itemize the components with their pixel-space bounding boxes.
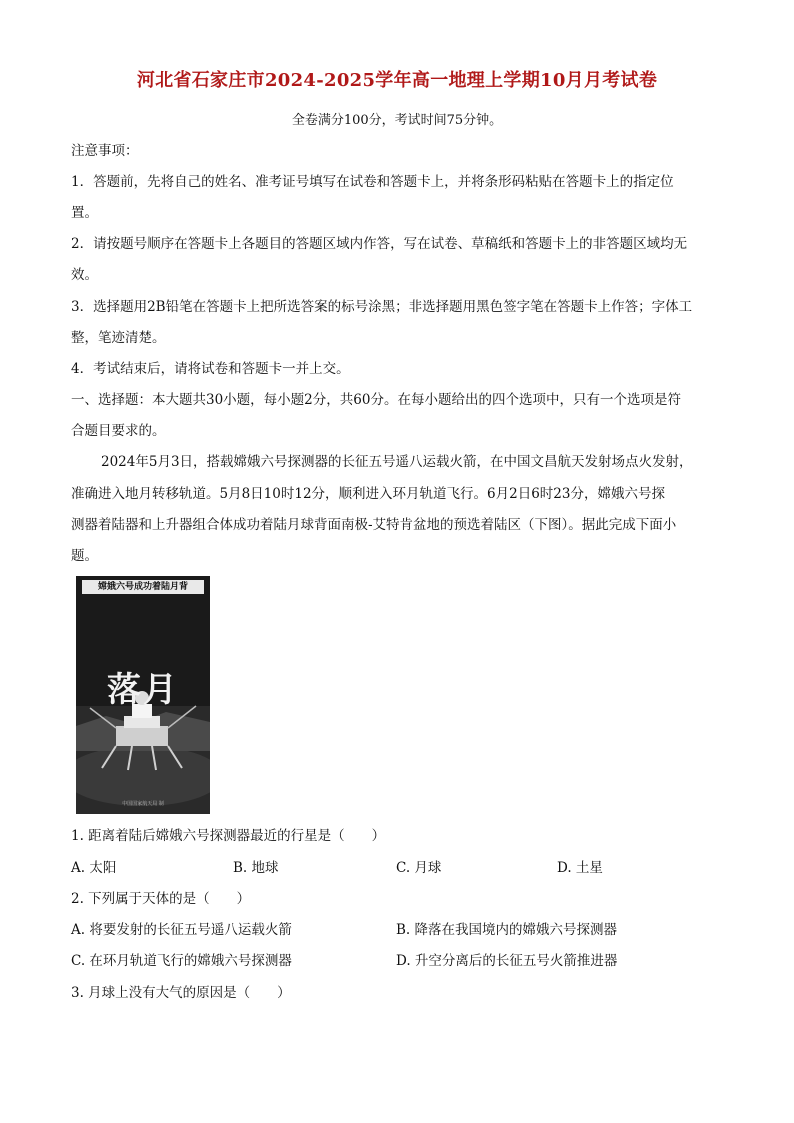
note-line: 2．请按题号顺序在答题卡上各题目的答题区域内作答，写在试卷、草稿纸和答题卡上的非答题区域均无 [71,236,688,252]
question-option: B. 地球 [233,860,279,876]
question-option: D. 土星 [557,860,603,876]
note-line: 3．选择题用2B铅笔在答题卡上把所选答案的标号涂黑；非选择题用黑色签字笔在答题卡上作答；字体工 [71,299,693,315]
passage-line: 2024年5月3日，搭载嫦娥六号探测器的长征五号遥八运载火箭，在中国文昌航天发射场点火发射， [101,454,693,470]
passage-line: 题。 [71,548,98,564]
section-heading: 一、选择题：本大题共30小题，每小题2分，共60分。在每小题给出的四个选项中，只有一个选项是符 [71,392,681,408]
poster-headline: 落月 [107,670,179,710]
passage-line: 测器着陆器和上升器组合体成功着陆月球背面南极-艾特肯盆地的预选着陆区（下图）。据此完成下面小 [71,517,677,533]
question-stem: 3. 月球上没有大气的原因是（ ） [71,985,291,1001]
landing-poster-image [76,576,210,814]
note-line: 整，笔迹清楚。 [71,330,166,346]
question-option: C. 在环月轨道飞行的嫦娥六号探测器 [71,953,292,969]
question-option: A. 太阳 [71,860,117,876]
note-line: 4．考试结束后，请将试卷和答题卡一并上交。 [71,361,350,377]
exam-title: 河北省石家庄市2024-2025学年高一地理上学期10月月考试卷 [136,70,658,91]
exam-subtitle: 全卷满分100分，考试时间75分钟。 [291,113,503,128]
section-heading: 合题目要求的。 [71,423,166,439]
question-option: D. 升空分离后的长征五号火箭推进器 [396,953,618,969]
passage-line: 准确进入地月转移轨道。5月8日10时12分，顺利进入环月轨道飞行。6月2日6时23分，嫦娥六号探 [71,486,665,502]
poster-footer: 中国国家航天局 制 [122,801,164,807]
note-line: 效。 [71,267,98,283]
note-line: 1．答题前，先将自己的姓名、准考证号填写在试卷和答题卡上，并将条形码粘贴在答题卡上的指定位 [71,174,674,190]
question-option: B. 降落在我国境内的嫦娥六号探测器 [396,922,618,938]
question-stem: 2. 下列属于天体的是（ ） [71,891,251,907]
question-stem: 1. 距离着陆后嫦娥六号探测器最近的行星是（ ） [71,828,386,844]
question-option: C. 月球 [396,860,442,876]
poster-banner: 嫦娥六号成功着陆月背 [82,580,204,594]
question-option: A. 将要发射的长征五号遥八运载火箭 [71,922,292,938]
note-line: 置。 [71,205,98,221]
notes-heading: 注意事项： [71,143,139,159]
